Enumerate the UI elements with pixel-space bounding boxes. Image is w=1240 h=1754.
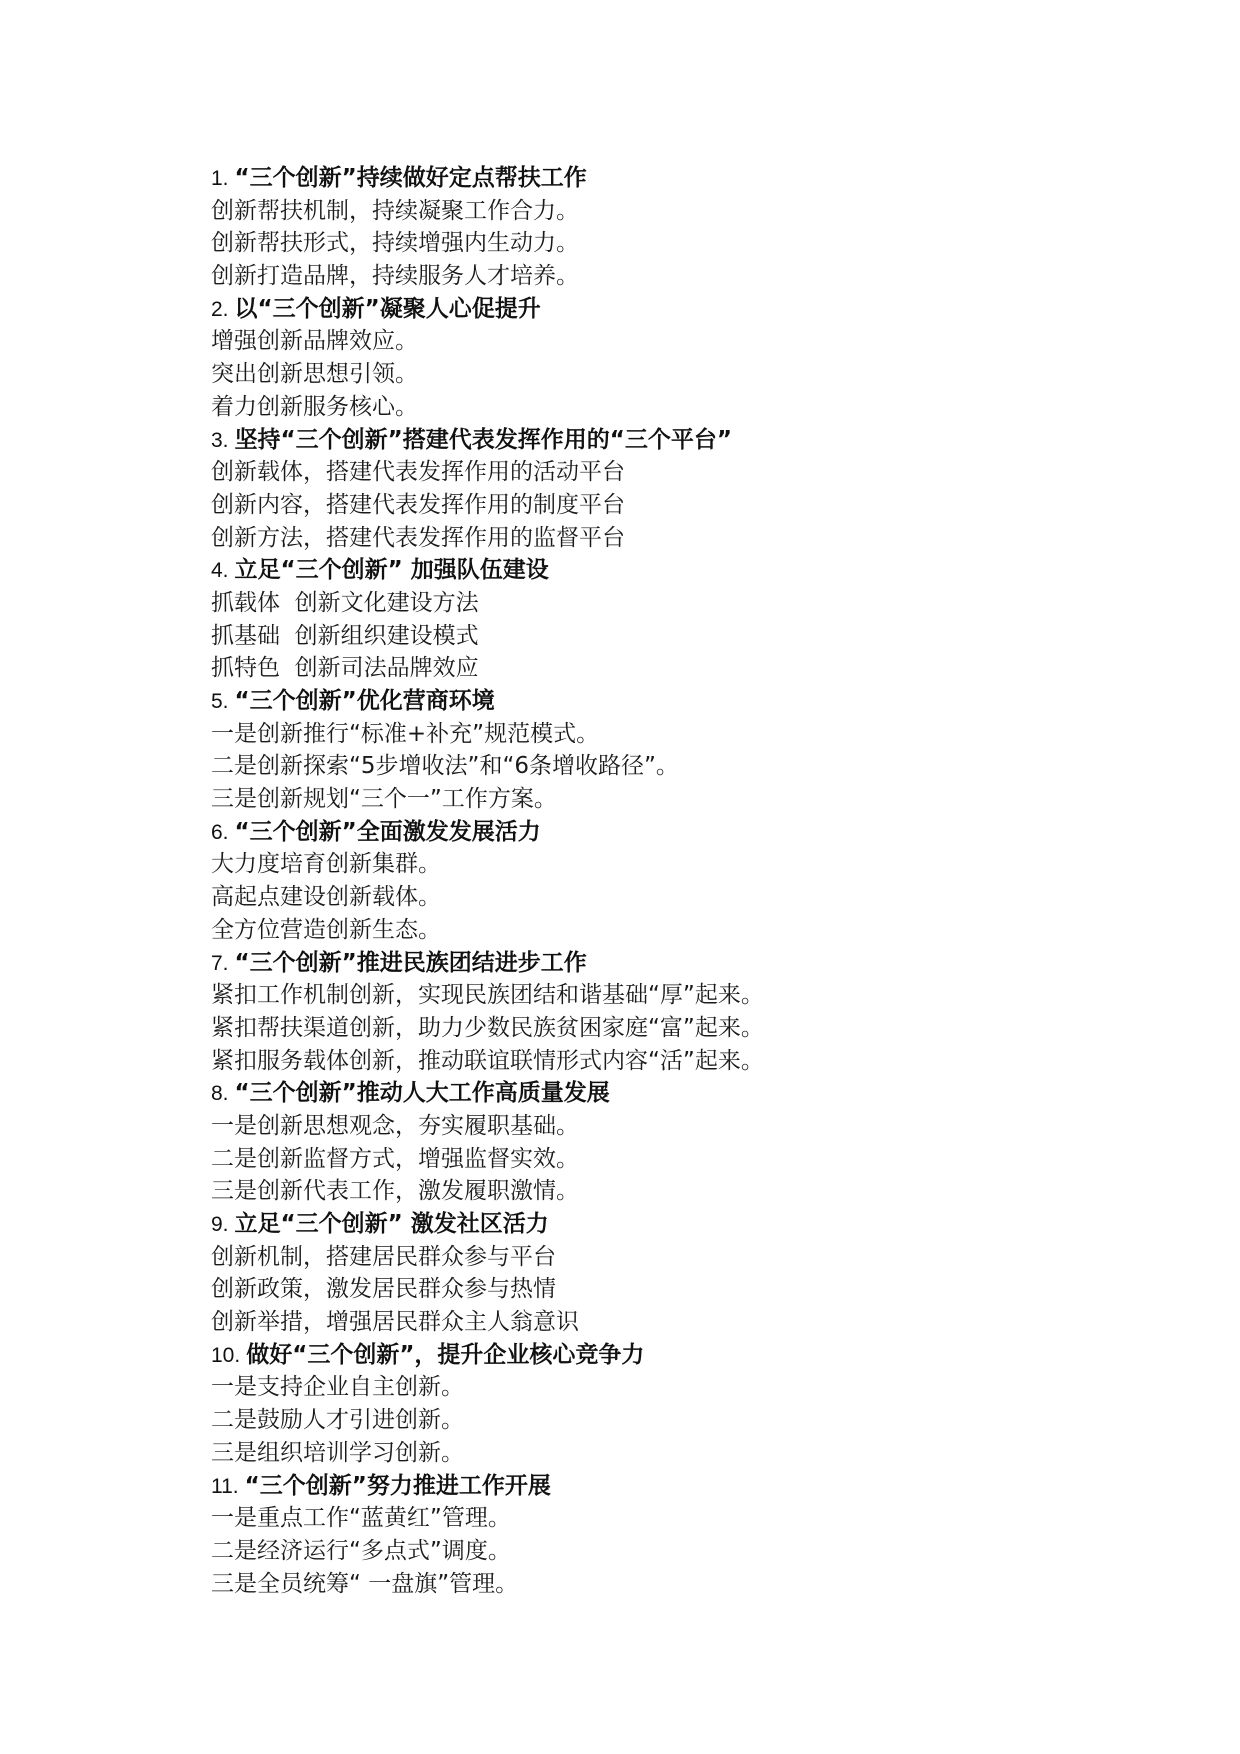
section-line: 三是创新代表工作，激发履职激情。	[211, 1178, 579, 1205]
section-line: 紧扣服务载体创新，推动联谊联情形式内容“活”起来。	[211, 1047, 764, 1074]
section-line: 突出创新思想引领。	[211, 361, 418, 388]
section-line: 一是创新推行“标准+补充”规范模式。	[211, 720, 600, 747]
section-line: 创新帮扶形式，持续增强内生动力。	[211, 230, 579, 257]
section-heading	[211, 293, 1111, 326]
section-4	[211, 554, 1111, 685]
section-10	[211, 1339, 1111, 1470]
section-line: 抓特色 创新司法品牌效应	[211, 655, 479, 682]
section-line: 创新政策，激发居民群众参与热情	[211, 1276, 556, 1303]
section-line: 三是全员统筹“ 一盘旗”管理。	[211, 1570, 519, 1597]
section-number: 2.	[211, 297, 229, 321]
section-number: 3.	[211, 428, 229, 452]
section-5	[211, 685, 1111, 816]
section-9	[211, 1208, 1111, 1339]
section-title: 立足“三个创新” 激发社区活力	[234, 1211, 549, 1237]
section-title: “三个创新”推动人大工作高质量发展	[234, 1080, 610, 1107]
document-page	[211, 162, 1111, 1600]
section-3	[211, 424, 1111, 555]
section-heading	[211, 1208, 1111, 1241]
section-line: 高起点建设创新载体。	[211, 884, 441, 911]
section-heading	[211, 1339, 1111, 1372]
section-heading	[211, 816, 1111, 849]
section-line: 紧扣帮扶渠道创新，助力少数民族贫困家庭“富”起来。	[211, 1014, 764, 1041]
section-line: 二是创新监督方式，增强监督实效。	[211, 1145, 579, 1172]
section-title: 以“三个创新”凝聚人心促提升	[234, 295, 541, 322]
section-number: 10.	[211, 1343, 241, 1367]
section-line: 全方位营造创新生态。	[211, 916, 441, 943]
section-number: 4.	[211, 559, 229, 583]
section-line: 大力度培育创新集群。	[211, 851, 441, 878]
section-title: “三个创新”推进民族团结进步工作	[234, 949, 587, 976]
section-line: 创新载体，搭建代表发挥作用的活动平台	[211, 459, 625, 486]
section-11	[211, 1470, 1111, 1601]
section-number: 7.	[211, 951, 229, 975]
section-line: 创新举措，增强居民群众主人翁意识	[211, 1309, 579, 1336]
section-line: 创新内容，搭建代表发挥作用的制度平台	[211, 491, 625, 518]
section-title: “三个创新”优化营商环境	[234, 688, 495, 714]
section-number: 8.	[211, 1082, 229, 1106]
section-line: 抓载体 创新文化建设方法	[211, 589, 479, 616]
section-number: 11.	[211, 1474, 239, 1498]
section-title: “三个创新”全面激发发展活力	[234, 818, 541, 845]
section-line: 创新打造品牌，持续服务人才培养。	[211, 263, 579, 290]
section-heading	[211, 162, 1111, 195]
section-line: 二是创新探索“5步增收法”和“6条增收路径”。	[211, 753, 679, 780]
section-number: 5.	[211, 690, 229, 713]
section-number: 9.	[211, 1213, 229, 1236]
section-line: 创新机制，搭建居民群众参与平台	[211, 1243, 556, 1270]
section-number: 1.	[211, 167, 229, 190]
section-title: 立足“三个创新” 加强队伍建设	[234, 557, 549, 584]
section-line: 紧扣工作机制创新，实现民族团结和谐基础“厚”起来。	[211, 982, 764, 1009]
section-title: 做好“三个创新”，提升企业核心竞争力	[246, 1341, 645, 1368]
section-line: 增强创新品牌效应。	[211, 328, 418, 355]
section-heading	[211, 947, 1111, 980]
section-line: 创新方法，搭建代表发挥作用的监督平台	[211, 524, 625, 551]
section-6	[211, 816, 1111, 947]
section-2	[211, 293, 1111, 424]
section-line: 着力创新服务核心。	[211, 393, 418, 420]
section-line: 创新帮扶机制，持续凝聚工作合力。	[211, 197, 579, 224]
section-line: 抓基础 创新组织建设模式	[211, 622, 479, 649]
section-heading	[211, 685, 1111, 718]
section-line: 一是创新思想观念，夯实履职基础。	[211, 1112, 579, 1139]
section-heading	[211, 424, 1111, 457]
section-title: “三个创新”持续做好定点帮扶工作	[234, 165, 587, 191]
section-heading	[211, 1077, 1111, 1110]
section-heading	[211, 554, 1111, 587]
section-line: 二是鼓励人才引进创新。	[211, 1407, 464, 1434]
section-line: 二是经济运行“多点式”调度。	[211, 1537, 511, 1564]
section-title: “三个创新”努力推进工作开展	[244, 1472, 551, 1499]
section-line: 三是创新规划“三个一”工作方案。	[211, 786, 557, 813]
section-number: 6.	[211, 820, 229, 844]
section-heading	[211, 1470, 1111, 1503]
section-7	[211, 947, 1111, 1078]
section-8	[211, 1077, 1111, 1208]
section-line: 三是组织培训学习创新。	[211, 1439, 464, 1466]
section-title: 坚持“三个创新”搭建代表发挥作用的“三个平台”	[234, 426, 732, 453]
section-1	[211, 162, 1111, 293]
section-line: 一是支持企业自主创新。	[211, 1374, 464, 1401]
section-line: 一是重点工作“蓝黄红”管理。	[211, 1505, 511, 1532]
